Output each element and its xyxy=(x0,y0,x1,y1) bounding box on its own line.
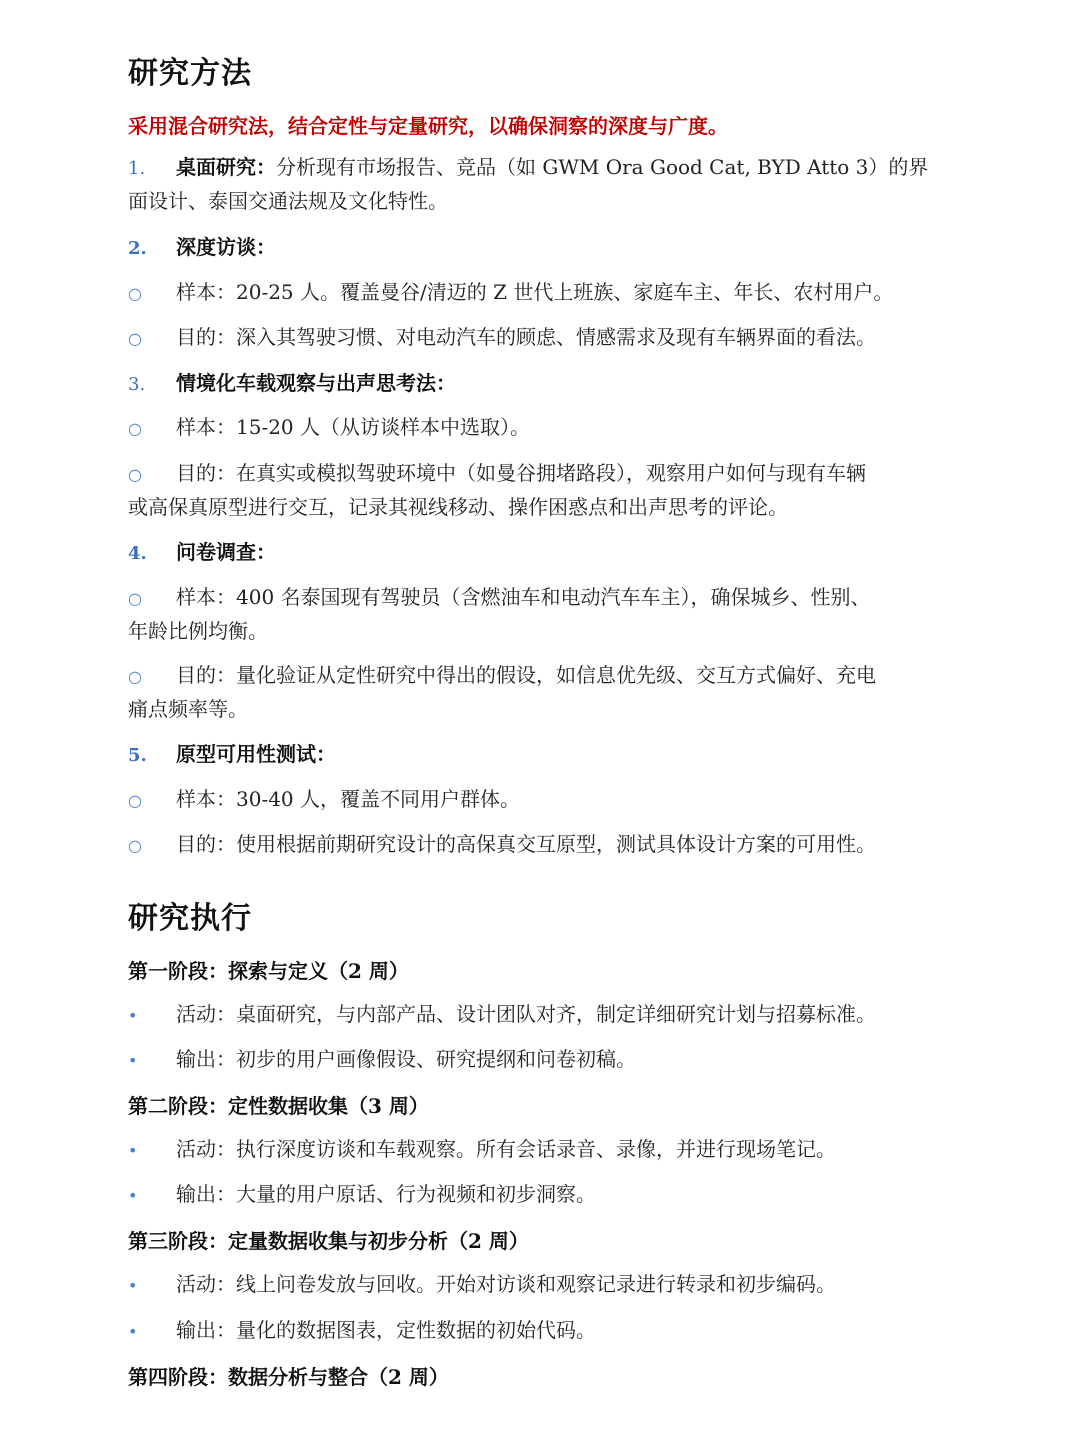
bullet-text: 活动：线上问卷发放与回收。开始对访谈和观察记录进行转录和初步编码。 xyxy=(176,1272,836,1296)
sub-item-text: 目的：在真实或模拟驾驶环境中（如曼谷拥堵路段），观察用户如何与现有车辆 xyxy=(176,461,866,485)
bullet-text: 活动：桌面研究，与内部产品、设计团队对齐，制定详细研究计划与招募标准。 xyxy=(176,1002,876,1026)
section-heading-execution: 研究执行 xyxy=(128,901,252,936)
bullet-text: 输出：初步的用户画像假设、研究提纲和问卷初稿。 xyxy=(176,1047,636,1071)
item-label: 情境化车载观察与出声思考法： xyxy=(176,371,456,395)
methods-lead-statement: 采用混合研究法，结合定性与定量研究，以确保洞察的深度与广度。 xyxy=(128,114,728,138)
list-item-desk-research xyxy=(128,150,938,186)
bullet-text: 输出：量化的数据图表，定性数据的初始代码。 xyxy=(176,1318,596,1342)
circle-bullet-icon: ○ xyxy=(128,836,142,855)
circle-bullet-icon: ○ xyxy=(128,791,142,810)
sub-item-purpose xyxy=(128,456,938,492)
item-label: 原型可用性测试： xyxy=(176,742,336,766)
item-label: 问卷调查： xyxy=(176,540,276,564)
phase-1-activity xyxy=(128,997,938,1033)
phase-2-title: 第二阶段：定性数据收集（3 周） xyxy=(128,1094,429,1118)
phase-2-output xyxy=(128,1177,938,1213)
sub-item-text: 目的：使用根据前期研究设计的高保真交互原型，测试具体设计方案的可用性。 xyxy=(176,832,876,856)
bullet-icon: • xyxy=(128,1141,138,1160)
list-item-in-depth-interview xyxy=(128,230,938,266)
sub-item-text: 目的：深入其驾驶习惯、对电动汽车的顾虑、情感需求及现有车辆界面的看法。 xyxy=(176,325,876,349)
bullet-icon: • xyxy=(128,1322,138,1341)
phase-2-activity xyxy=(128,1132,938,1168)
bullet-icon: • xyxy=(128,1051,138,1070)
list-number: 1. xyxy=(128,158,146,179)
sub-item-text-continuation: 痛点频率等。 xyxy=(128,697,248,721)
list-number: 2. xyxy=(128,238,147,259)
sub-item-text: 样本：20-25 人。覆盖曼谷/清迈的 Z 世代上班族、家庭车主、年长、农村用户。 xyxy=(176,280,894,304)
list-item-usability-test xyxy=(128,737,938,773)
sub-item-sample xyxy=(128,580,938,616)
phase-3-output xyxy=(128,1313,938,1349)
sub-item-text-continuation: 或高保真原型进行交互，记录其视线移动、操作困惑点和出声思考的评论。 xyxy=(128,495,788,519)
item-text: 分析现有市场报告、竞品（如 GWM Ora Good Cat, BYD Atto 3）的界 xyxy=(276,155,929,179)
list-number: 4. xyxy=(128,543,147,564)
list-number: 3. xyxy=(128,374,146,395)
list-number: 5. xyxy=(128,745,147,766)
circle-bullet-icon: ○ xyxy=(128,329,142,348)
list-item-contextual-observation xyxy=(128,366,938,402)
sub-item-sample xyxy=(128,275,938,311)
phase-3-title: 第三阶段：定量数据收集与初步分析（2 周） xyxy=(128,1229,529,1253)
section-heading-methods: 研究方法 xyxy=(128,56,252,91)
sub-item-text: 目的：量化验证从定性研究中得出的假设，如信息优先级、交互方式偏好、充电 xyxy=(176,663,876,687)
sub-item-sample xyxy=(128,782,938,818)
bullet-icon: • xyxy=(128,1276,138,1295)
phase-3-activity xyxy=(128,1267,938,1303)
sub-item-sample xyxy=(128,410,938,446)
item-label: 深度访谈： xyxy=(176,235,276,259)
bullet-text: 活动：执行深度访谈和车载观察。所有会话录音、录像，并进行现场笔记。 xyxy=(176,1137,836,1161)
phase-1-output xyxy=(128,1042,938,1078)
sub-item-text-continuation: 年龄比例均衡。 xyxy=(128,619,268,643)
sub-item-text: 样本：15-20 人（从访谈样本中选取）。 xyxy=(176,415,531,439)
circle-bullet-icon: ○ xyxy=(128,465,142,484)
circle-bullet-icon: ○ xyxy=(128,667,142,686)
bullet-icon: • xyxy=(128,1006,138,1025)
sub-item-text: 样本：400 名泰国现有驾驶员（含燃油车和电动汽车车主），确保城乡、性别、 xyxy=(176,585,871,609)
item-text-continuation: 面设计、泰国交通法规及文化特性。 xyxy=(128,189,448,213)
circle-bullet-icon: ○ xyxy=(128,419,142,438)
bullet-icon: • xyxy=(128,1186,138,1205)
sub-item-purpose xyxy=(128,827,938,863)
item-label: 桌面研究： xyxy=(176,155,276,179)
phase-1-title: 第一阶段：探索与定义（2 周） xyxy=(128,959,409,983)
circle-bullet-icon: ○ xyxy=(128,589,142,608)
sub-item-purpose xyxy=(128,658,938,694)
circle-bullet-icon: ○ xyxy=(128,284,142,303)
bullet-text: 输出：大量的用户原话、行为视频和初步洞察。 xyxy=(176,1182,596,1206)
phase-4-title: 第四阶段：数据分析与整合（2 周） xyxy=(128,1365,449,1389)
sub-item-purpose xyxy=(128,320,938,356)
sub-item-text: 样本：30-40 人，覆盖不同用户群体。 xyxy=(176,787,521,811)
list-item-survey xyxy=(128,535,938,571)
